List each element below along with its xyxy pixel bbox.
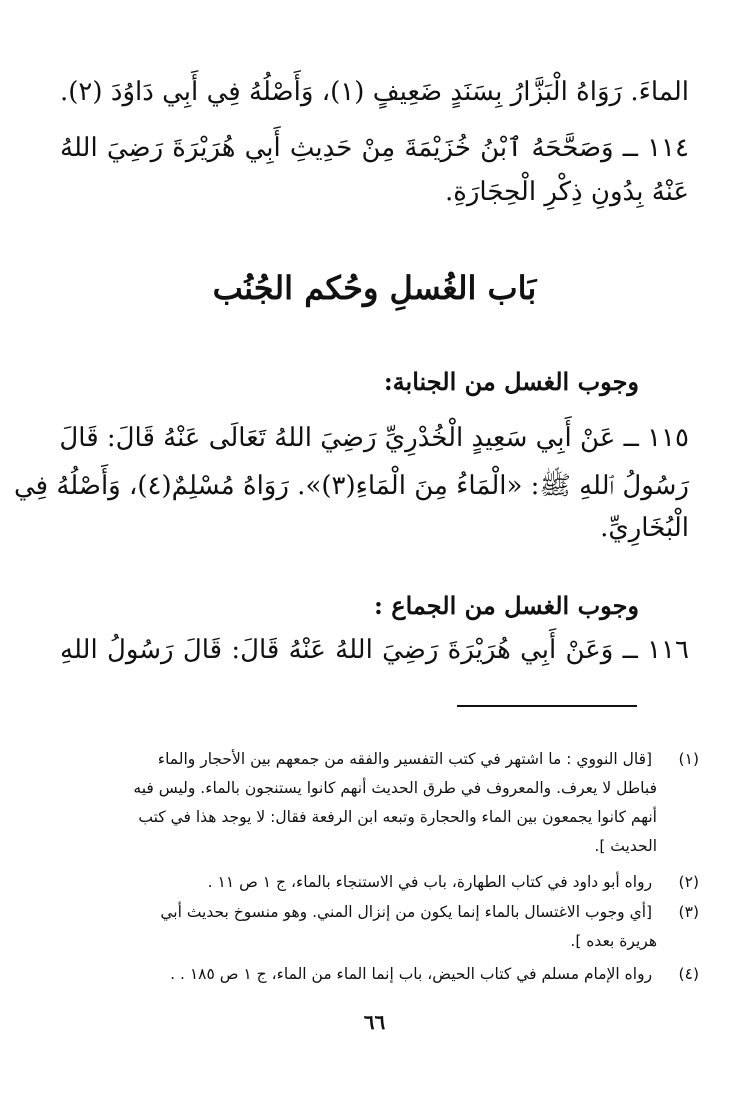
body-line: ١١٤ ــ وَصَحَّحَهُ ٱبْنُ خُزَيْمَةَ مِنْ حَدِيثِ أَبِي هُرَيْرَةَ رَضِيَ اللهُ: [60, 133, 689, 163]
footnote-number: (٣): [678, 903, 699, 921]
hadith-line: ١١٥ ــ عَنْ أَبِي سَعِيدٍ الْخُدْرِيِّ رَضِيَ اللهُ تَعَالَى عَنْهُ قَالَ: قَالَ: [59, 423, 689, 453]
footnote-number: (١): [678, 750, 699, 768]
footnote-separator: [457, 705, 637, 707]
footnote-line: [60, 868, 699, 897]
footnote-text: رواه الإمام مسلم في كتاب الحيض، باب إنما الماء من الماء، ج ١ ص ١٨٥ . .: [170, 965, 653, 983]
footnote-text: رواه أبو داود في كتاب الطهارة، باب في الاستنجاء بالماء، ج ١ ص ١١ .: [207, 873, 653, 891]
footnote-line: الحديث ].: [594, 837, 657, 855]
footnote-text: [قال النووي : ما اشتهر في كتب التفسير والفقه من جمعهم بين الأحجار والماء: [157, 750, 653, 768]
body-line: الماءَ. رَوَاهُ الْبَزَّارُ بِسَنَدٍ ضَعِيفٍ (١)، وَأَصْلُهُ فِي أَبِي دَاوُدَ (٢).: [60, 77, 689, 107]
footnote-line: فباطل لا يعرف. والمعروف في طرق الحديث أنهم كانوا يستنجون بالماء. وليس فيه: [133, 779, 657, 797]
footnote-line: [60, 898, 699, 927]
section-heading: وجوب الغسل من الجماع :: [374, 591, 639, 620]
chapter-title: بَاب الغُسلِ وحُكم الجُنُب: [212, 269, 537, 307]
footnote-number: (٤): [678, 965, 699, 983]
hadith-line: ١١٦ ــ وَعَنْ أَبِي هُرَيْرَةَ رَضِيَ اللهُ عَنْهُ قَالَ: قَالَ رَسُولُ اللهِ: [60, 635, 689, 665]
footnote-line: أنهم كانوا يجمعون بين الماء والحجارة وتبعه ابن الرفعة فقال: لا يوجد هذا في كتب: [138, 808, 657, 826]
footnote-line: هريرة بعده ].: [570, 932, 657, 950]
footnote-line: [60, 960, 699, 989]
footnote-text: [أي وجوب الاغتسال بالماء إنما يكون من إنزال المني. وهو منسوخ بحديث أبي: [160, 903, 653, 921]
footnote-number: (٢): [678, 873, 699, 891]
body-line: عَنْهُ بِدُونِ ذِكْرِ الْحِجَارَةِ.: [444, 177, 689, 207]
footnote-line: [60, 745, 699, 774]
page-number: ٦٦: [363, 1010, 386, 1034]
section-heading: وجوب الغسل من الجنابة:: [383, 367, 639, 396]
hadith-line: رَسُولُ ٱللهِ ﷺ: «الْمَاءُ مِنَ الْمَاءِ(٣)». رَوَاهُ مُسْلِمٌ(٤)، وَأَصْلُهُ فِي: [13, 471, 689, 501]
hadith-line: الْبُخَارِيِّ.: [600, 513, 689, 543]
